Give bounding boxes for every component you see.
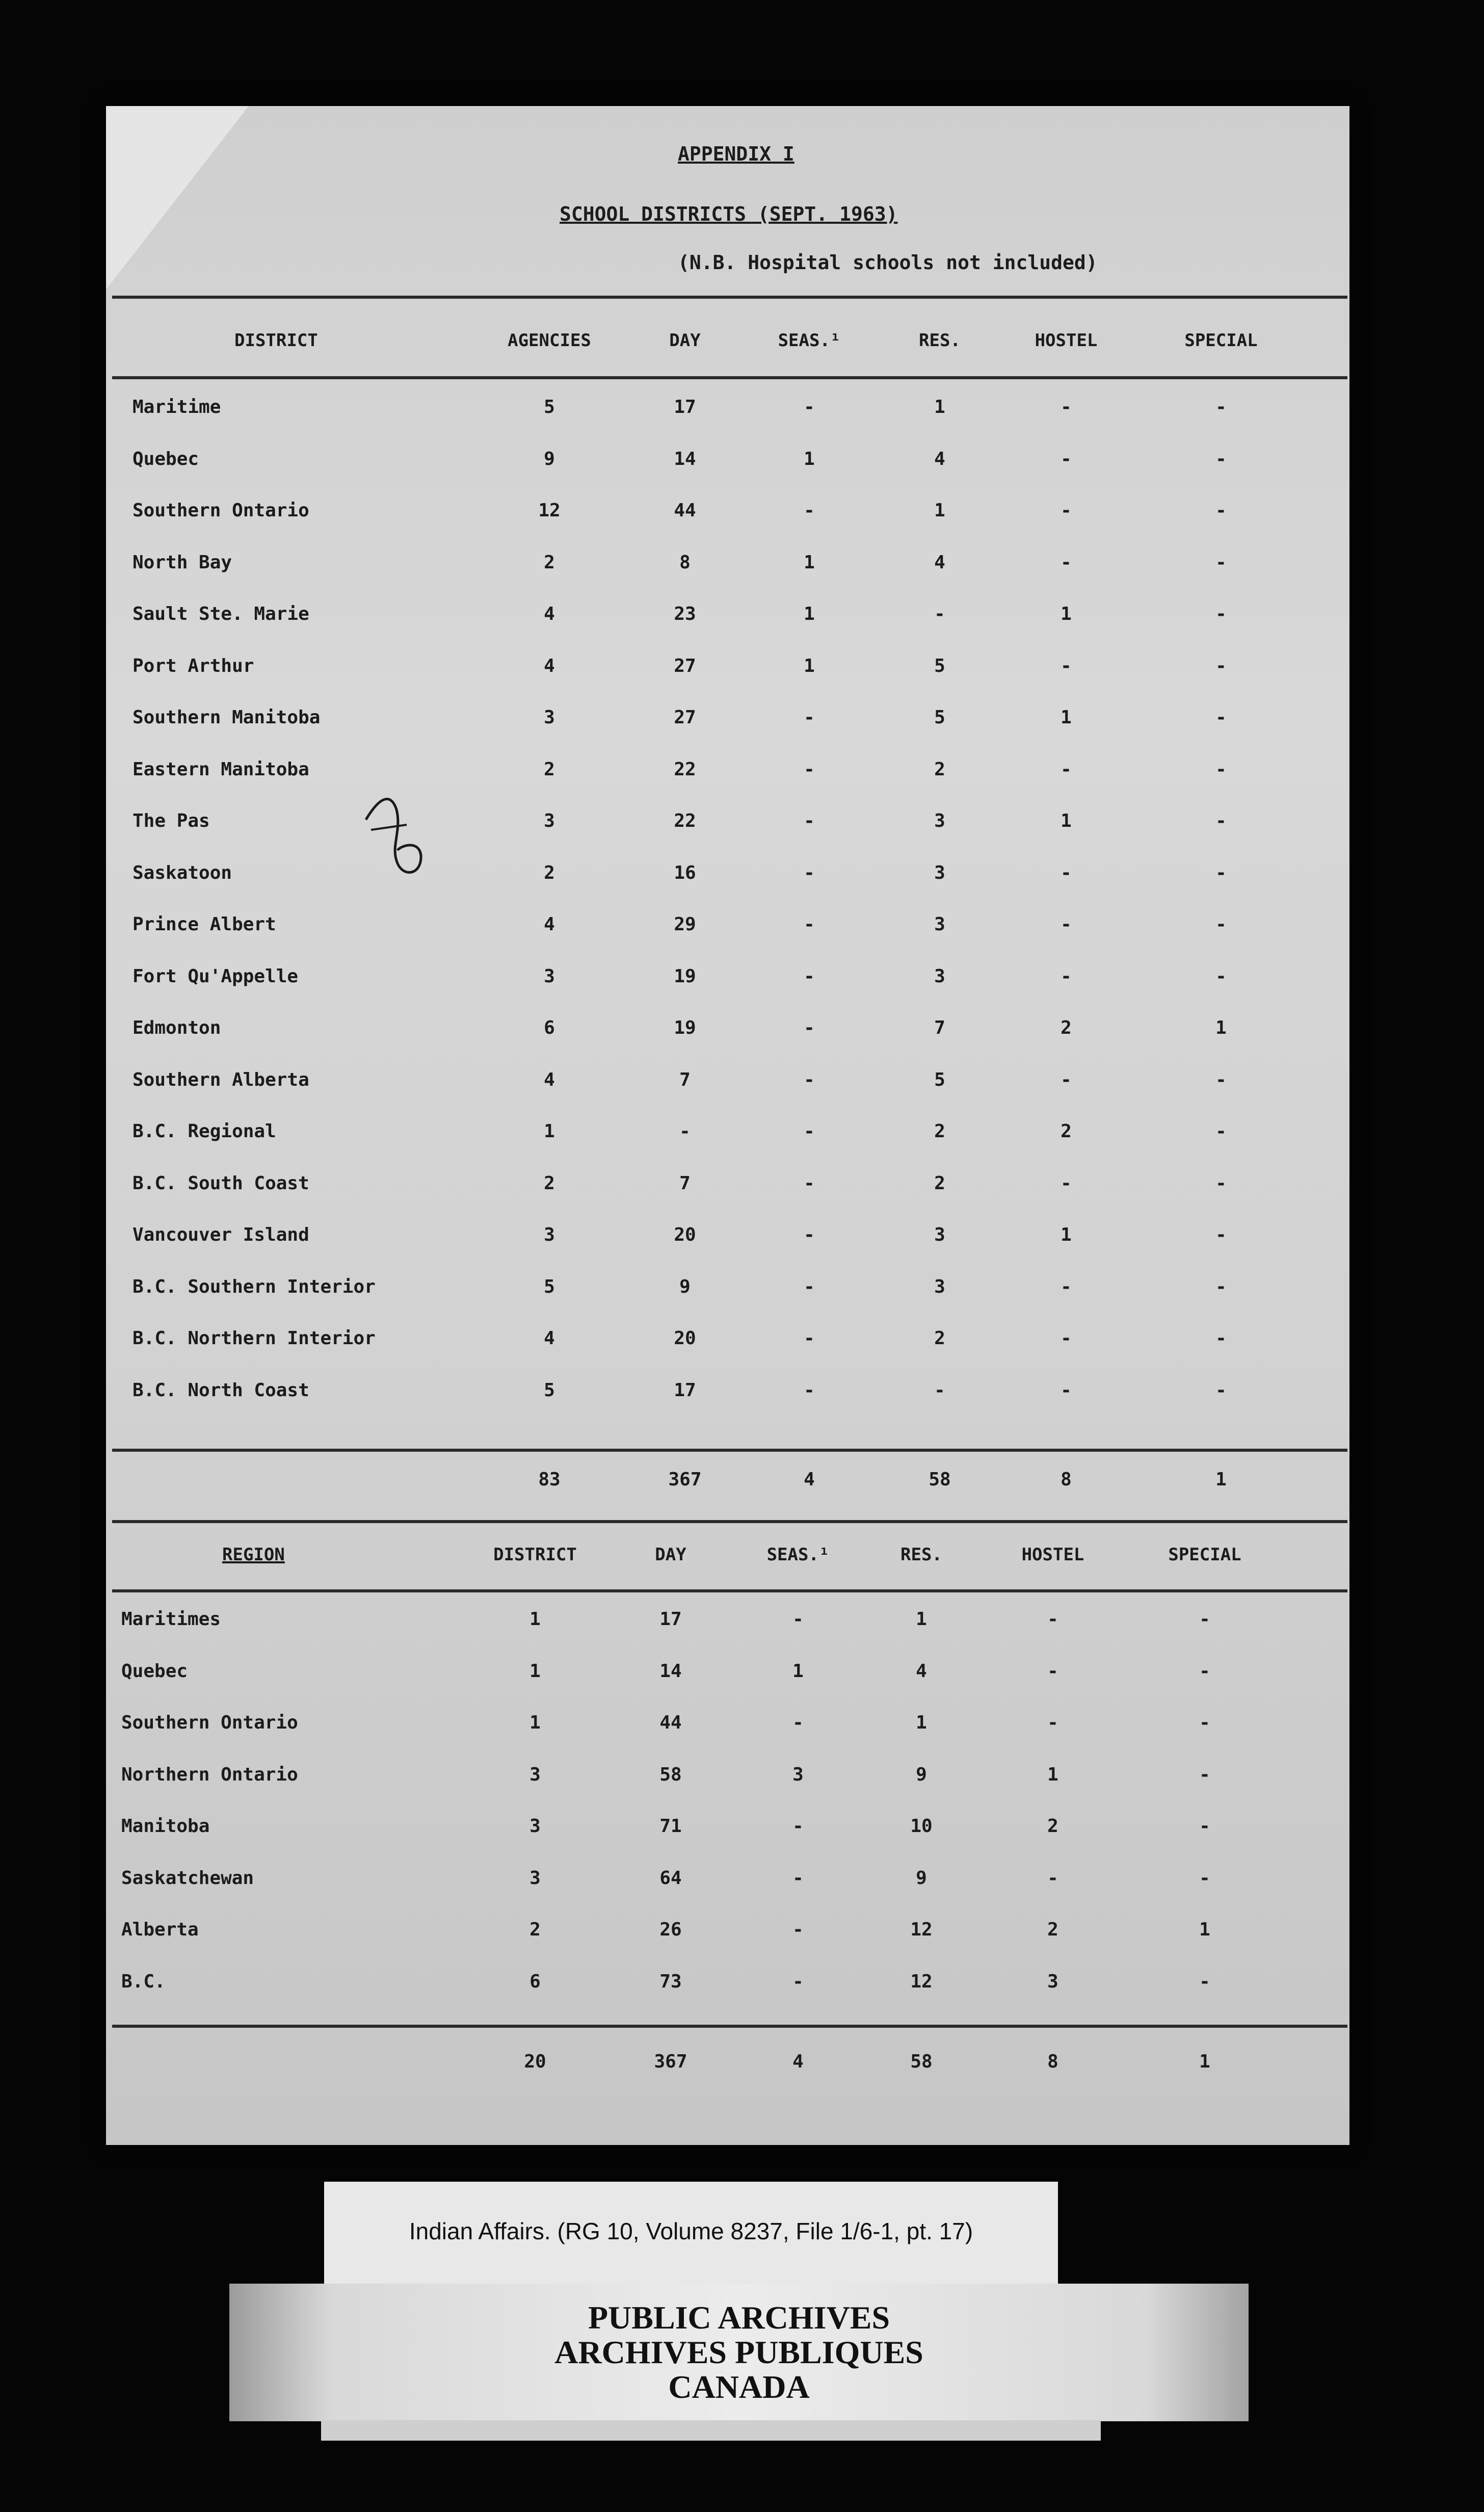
- table-cell: 2: [934, 758, 945, 780]
- table-cell: -: [804, 862, 815, 883]
- table-cell: 3: [544, 1224, 555, 1245]
- table-cell: -: [792, 1609, 804, 1630]
- table-cell: -: [1215, 914, 1227, 935]
- table-cell: 23: [674, 604, 696, 624]
- archive-line-3: CANADA: [668, 2369, 810, 2405]
- table-cell: -: [1215, 1276, 1227, 1297]
- table-cell: 3: [934, 810, 945, 831]
- table-cell: 1: [1047, 1764, 1058, 1785]
- table-cell: 3: [544, 965, 555, 987]
- table-cell: 5: [544, 1276, 555, 1297]
- row-label: Saskatchewan: [121, 1867, 254, 1889]
- row-label: B.C. Northern Interior: [132, 1328, 376, 1349]
- table-cell: -: [804, 1276, 815, 1297]
- row-label: B.C. North Coast: [132, 1379, 309, 1401]
- total-cell: 367: [654, 2051, 687, 2072]
- district-totals-rule: [112, 1449, 1347, 1452]
- table-cell: -: [1047, 1660, 1058, 1682]
- table-cell: -: [792, 1867, 804, 1889]
- table-cell: -: [1061, 914, 1072, 935]
- table-cell: -: [1215, 707, 1227, 728]
- citation-card: [324, 2182, 1058, 2284]
- table-cell: 1: [1061, 1224, 1072, 1245]
- column-header-region: REGION: [222, 1545, 285, 1565]
- total-cell: 4: [792, 2051, 804, 2072]
- table-cell: 1: [529, 1609, 541, 1630]
- table-cell: -: [804, 1069, 815, 1090]
- archive-line-2: ARCHIVES PUBLIQUES: [554, 2334, 923, 2370]
- table-cell: 3: [934, 965, 945, 987]
- table-cell: 5: [544, 397, 555, 417]
- table-cell: -: [804, 1224, 815, 1245]
- table-cell: 4: [544, 914, 555, 935]
- table-cell: -: [1199, 1971, 1210, 1992]
- row-label: Eastern Manitoba: [132, 758, 309, 780]
- table-cell: 7: [679, 1069, 691, 1090]
- table-cell: 44: [659, 1712, 682, 1733]
- row-label: Southern Ontario: [121, 1712, 298, 1733]
- table-cell: -: [1061, 397, 1072, 417]
- table-cell: 73: [659, 1971, 682, 1992]
- document-page: [106, 106, 1349, 2145]
- table-cell: -: [1199, 1712, 1210, 1733]
- table-cell: -: [804, 1172, 815, 1194]
- table-cell: -: [1199, 1816, 1210, 1837]
- table-cell: 2: [529, 1919, 541, 1940]
- table-cell: -: [1199, 1660, 1210, 1682]
- row-label: Vancouver Island: [132, 1224, 309, 1245]
- total-cell: 58: [910, 2051, 933, 2072]
- table-cell: -: [1215, 655, 1227, 676]
- table-cell: 3: [544, 707, 555, 728]
- table-cell: -: [1061, 1328, 1072, 1349]
- table-cell: 19: [674, 1017, 696, 1038]
- table-cell: -: [792, 1816, 804, 1837]
- table-cell: 16: [674, 862, 696, 883]
- table-cell: 22: [674, 810, 696, 831]
- table-cell: 19: [674, 965, 696, 987]
- table-cell: -: [1061, 500, 1072, 521]
- row-label: Southern Alberta: [132, 1069, 309, 1090]
- table-cell: -: [1061, 965, 1072, 987]
- table-cell: 2: [934, 1121, 945, 1142]
- row-label: B.C.: [121, 1971, 166, 1992]
- table-cell: 10: [910, 1816, 933, 1837]
- region-top-rule: [112, 1520, 1347, 1523]
- table-cell: -: [1061, 1276, 1072, 1297]
- table-cell: 4: [544, 1328, 555, 1349]
- column-header-seas: SEAS.¹: [778, 330, 841, 351]
- table-cell: 3: [529, 1867, 541, 1889]
- table-cell: 8: [679, 552, 691, 573]
- table-cell: -: [1215, 1069, 1227, 1090]
- table-cell: 64: [659, 1867, 682, 1889]
- citation-text: Indian Affairs. (RG 10, Volume 8237, File 1/6-1, pt. 17): [409, 2218, 973, 2244]
- table-cell: -: [804, 1017, 815, 1038]
- table-cell: -: [1047, 1867, 1058, 1889]
- table-cell: 3: [934, 1224, 945, 1245]
- table-cell: -: [1061, 758, 1072, 780]
- table-cell: 3: [529, 1764, 541, 1785]
- total-cell: 83: [538, 1469, 561, 1490]
- table-cell: -: [1215, 1121, 1227, 1142]
- table-cell: -: [804, 758, 815, 780]
- table-cell: -: [804, 965, 815, 987]
- table-cell: -: [804, 1379, 815, 1401]
- total-cell: 367: [668, 1469, 702, 1490]
- table-cell: 4: [544, 655, 555, 676]
- column-header-district-count: DISTRICT: [493, 1545, 577, 1565]
- archive-line-1: PUBLIC ARCHIVES: [588, 2299, 890, 2336]
- table-cell: -: [1061, 552, 1072, 573]
- column-header-hostel: HOSTEL: [1021, 1545, 1084, 1565]
- table-cell: 71: [659, 1816, 682, 1837]
- table-cell: 5: [934, 1069, 945, 1090]
- table-cell: -: [804, 1121, 815, 1142]
- table-cell: 2: [934, 1172, 945, 1194]
- region-totals-rule: [112, 2025, 1347, 2028]
- table-cell: -: [804, 500, 815, 521]
- table-cell: -: [1215, 1172, 1227, 1194]
- row-label: Southern Ontario: [132, 500, 309, 521]
- bottom-strip: [321, 2420, 1101, 2441]
- table-cell: 3: [1047, 1971, 1058, 1992]
- column-header-seas: SEAS.¹: [766, 1545, 830, 1565]
- total-cell: 8: [1047, 2051, 1058, 2072]
- table-cell: 14: [674, 448, 696, 469]
- folded-corner: [106, 106, 249, 290]
- table-cell: 2: [544, 552, 555, 573]
- table-cell: 1: [1061, 707, 1072, 728]
- total-cell: 58: [929, 1469, 951, 1490]
- table-cell: 1: [529, 1712, 541, 1733]
- table-cell: -: [1199, 1764, 1210, 1785]
- table-cell: 2: [544, 862, 555, 883]
- total-cell: 1: [1199, 2051, 1210, 2072]
- table-cell: 6: [544, 1017, 555, 1038]
- table-cell: 3: [529, 1816, 541, 1837]
- column-header-special: SPECIAL: [1168, 1545, 1241, 1565]
- column-header-res: RES.: [919, 330, 961, 351]
- table-cell: -: [804, 810, 815, 831]
- table-cell: 3: [934, 862, 945, 883]
- table-cell: -: [1215, 500, 1227, 521]
- table-cell: 2: [934, 1328, 945, 1349]
- column-header-day: DAY: [655, 1545, 686, 1565]
- table-cell: 2: [1061, 1017, 1072, 1038]
- table-cell: 5: [544, 1379, 555, 1401]
- row-label: Manitoba: [121, 1816, 210, 1837]
- table-cell: -: [934, 604, 945, 624]
- row-label: Sault Ste. Marie: [132, 604, 309, 624]
- table-cell: -: [804, 1328, 815, 1349]
- table-cell: -: [1215, 1379, 1227, 1401]
- table-cell: 1: [1199, 1919, 1210, 1940]
- table-cell: 1: [1061, 604, 1072, 624]
- table-cell: 9: [544, 448, 555, 469]
- table-cell: 4: [544, 604, 555, 624]
- table-cell: 20: [674, 1328, 696, 1349]
- table-cell: 12: [910, 1971, 933, 1992]
- table-cell: 3: [934, 914, 945, 935]
- table-cell: 1: [916, 1712, 927, 1733]
- table-cell: -: [1215, 604, 1227, 624]
- table-cell: 3: [934, 1276, 945, 1297]
- row-label: North Bay: [132, 552, 232, 573]
- table-cell: 5: [934, 655, 945, 676]
- table-cell: 1: [804, 552, 815, 573]
- row-label: Fort Qu'Appelle: [132, 965, 299, 987]
- table-top-rule: [112, 296, 1347, 299]
- table-cell: 1: [1061, 810, 1072, 831]
- table-cell: 4: [934, 448, 945, 469]
- row-label: Saskatoon: [132, 862, 232, 883]
- table-cell: -: [804, 914, 815, 935]
- table-cell: 1: [916, 1609, 927, 1630]
- table-cell: 58: [659, 1764, 682, 1785]
- table-cell: 7: [679, 1172, 691, 1194]
- total-cell: 20: [524, 2051, 546, 2072]
- table-cell: -: [1061, 1069, 1072, 1090]
- table-cell: -: [1199, 1609, 1210, 1630]
- region-header-rule: [112, 1589, 1347, 1592]
- table-cell: -: [1215, 397, 1227, 417]
- table-cell: 2: [544, 758, 555, 780]
- table-cell: 27: [674, 707, 696, 728]
- row-label: Alberta: [121, 1919, 199, 1940]
- table-cell: 1: [529, 1660, 541, 1682]
- table-cell: 7: [934, 1017, 945, 1038]
- table-cell: 1: [792, 1660, 804, 1682]
- table-cell: -: [1215, 810, 1227, 831]
- note: (N.B. Hospital schools not included): [678, 251, 1098, 274]
- table-cell: -: [1215, 1224, 1227, 1245]
- row-label: Port Arthur: [132, 655, 254, 676]
- table-cell: 12: [910, 1919, 933, 1940]
- table-cell: -: [1215, 965, 1227, 987]
- table-cell: -: [1047, 1609, 1058, 1630]
- row-label: Prince Albert: [132, 914, 276, 935]
- table-cell: 1: [804, 655, 815, 676]
- table-cell: -: [1199, 1867, 1210, 1889]
- table-cell: 9: [916, 1764, 927, 1785]
- table-cell: 26: [659, 1919, 682, 1940]
- column-header-agencies: AGENCIES: [508, 330, 591, 351]
- table-cell: 1: [544, 1121, 555, 1142]
- row-label: Quebec: [121, 1660, 188, 1682]
- table-cell: 1: [1215, 1017, 1227, 1038]
- row-label: Edmonton: [132, 1017, 221, 1038]
- row-label: B.C. Southern Interior: [132, 1276, 376, 1297]
- table-cell: 29: [674, 914, 696, 935]
- table-cell: 5: [934, 707, 945, 728]
- row-label: The Pas: [132, 810, 210, 831]
- table-cell: 17: [659, 1609, 682, 1630]
- table-cell: -: [1215, 862, 1227, 883]
- page-title: SCHOOL DISTRICTS (SEPT. 1963): [560, 203, 898, 225]
- table-cell: 2: [544, 1172, 555, 1194]
- table-cell: -: [1061, 1379, 1072, 1401]
- table-cell: -: [792, 1712, 804, 1733]
- table-cell: 6: [529, 1971, 541, 1992]
- table-cell: 1: [934, 500, 945, 521]
- table-cell: 22: [674, 758, 696, 780]
- table-cell: -: [792, 1971, 804, 1992]
- table-cell: 3: [544, 810, 555, 831]
- table-cell: -: [679, 1121, 691, 1142]
- table-cell: -: [1215, 448, 1227, 469]
- table-cell: 9: [916, 1867, 927, 1889]
- table-cell: -: [804, 707, 815, 728]
- row-label: Maritime: [132, 397, 221, 417]
- row-label: Quebec: [132, 448, 199, 469]
- column-header-res: RES.: [900, 1545, 942, 1565]
- total-cell: 8: [1061, 1469, 1072, 1490]
- table-cell: 3: [792, 1764, 804, 1785]
- total-cell: 1: [1215, 1469, 1227, 1490]
- table-cell: -: [1061, 448, 1072, 469]
- table-cell: 9: [679, 1276, 691, 1297]
- table-cell: 2: [1047, 1816, 1058, 1837]
- total-cell: 4: [804, 1469, 815, 1490]
- handwritten-mark: [361, 789, 427, 886]
- column-header-district: DISTRICT: [234, 330, 318, 351]
- archive-stamp: [229, 2284, 1249, 2421]
- row-label: B.C. South Coast: [132, 1172, 309, 1194]
- table-cell: 44: [674, 500, 696, 521]
- table-cell: -: [1215, 758, 1227, 780]
- table-cell: -: [934, 1379, 945, 1401]
- row-label: Maritimes: [121, 1609, 221, 1630]
- row-label: Northern Ontario: [121, 1764, 298, 1785]
- column-header-day: DAY: [669, 330, 701, 351]
- table-cell: -: [1215, 1328, 1227, 1349]
- table-cell: -: [1061, 655, 1072, 676]
- table-cell: 27: [674, 655, 696, 676]
- table-cell: 4: [544, 1069, 555, 1090]
- district-header-rule: [112, 376, 1347, 379]
- table-cell: 17: [674, 397, 696, 417]
- column-header-special: SPECIAL: [1184, 330, 1258, 351]
- table-cell: -: [804, 397, 815, 417]
- table-cell: -: [1061, 862, 1072, 883]
- table-cell: -: [1215, 552, 1227, 573]
- row-label: B.C. Regional: [132, 1121, 276, 1142]
- table-cell: 1: [804, 604, 815, 624]
- row-label: Southern Manitoba: [132, 707, 321, 728]
- table-cell: 4: [916, 1660, 927, 1682]
- table-cell: 2: [1047, 1919, 1058, 1940]
- table-cell: 2: [1061, 1121, 1072, 1142]
- table-cell: 4: [934, 552, 945, 573]
- table-cell: 12: [538, 500, 561, 521]
- appendix-heading: APPENDIX I: [678, 143, 794, 165]
- table-cell: 14: [659, 1660, 682, 1682]
- table-cell: -: [1061, 1172, 1072, 1194]
- table-cell: 1: [804, 448, 815, 469]
- table-cell: -: [792, 1919, 804, 1940]
- column-header-hostel: HOSTEL: [1035, 330, 1098, 351]
- table-cell: 17: [674, 1379, 696, 1401]
- table-cell: -: [1047, 1712, 1058, 1733]
- table-cell: 20: [674, 1224, 696, 1245]
- table-cell: 1: [934, 397, 945, 417]
